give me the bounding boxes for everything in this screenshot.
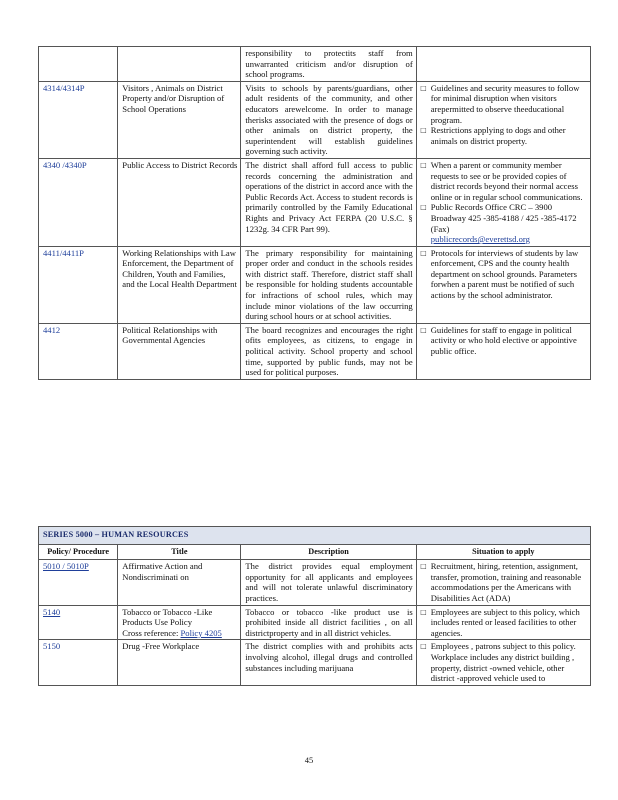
situation-cell [416,47,590,82]
description-cell [241,81,416,158]
situation-cell [416,605,590,640]
situation-cell [416,323,590,379]
policy-description: responsibility to protectits staff from unwarranted criticism and/or disruption of school programs. [245,48,413,80]
title-cell [118,640,241,685]
description-cell [241,560,416,605]
policy-cell [39,605,118,640]
situation-item [421,325,587,357]
table-row [39,246,591,323]
table-row [39,323,591,379]
series-header: SERIES 5000 – HUMAN RESOURCES [39,527,591,545]
situation-cell [416,640,590,685]
policy-description: Tobacco or tobacco -like product use is prohibited inside all district facilities , on all districtproperty and in all district vehicles. [245,606,413,638]
situation-text: Employees , patrons subject to this policy. Workplace includes any district building , property, district -owned vehicle, other district -approved vehicle used to [430,641,576,684]
policy-description: The primary responsibility for maintaining proper order and conduct in the schools resides with district staff. Therefore, district staff shall be responsible for holding students accountable for infractions of school rules, which may include minor violations of the law occurring during school hours or at school activities. [245,247,413,322]
policy-cell [39,158,118,246]
page-number: 45 [304,755,314,765]
table-row [39,640,591,685]
policy-title: Political Relationships with Governmental Agencies [122,324,218,346]
email-link[interactable]: publicrecords@everettsd.org [430,234,530,245]
description-cell [241,605,416,640]
policy-link[interactable]: 4314/4314P [43,82,85,93]
policy-description: The district provides equal employment opportunity for all applicants and employees and will not tolerate unlawful discriminatory practices. [245,561,413,603]
column-header-title: Title [118,544,241,560]
situation-cell [416,560,590,605]
description-cell [241,47,416,82]
situation-text: Public Records Office CRC – 3900 Broadway 425 -385-4188 / 425 -385-4172 (Fax) [430,202,577,234]
title-cell [118,246,241,323]
title-cell [118,560,241,605]
situation-text: Guidelines and security measures to follow for minimal disruption when visitors arepermitted to observe theeducational program. [430,82,580,125]
situation-text: Protocols for interviews of students by law enforcement, CPS and the county health department on school grounds. Parameters forwhen a parent must be notified of such actions by the school administrator. [430,247,579,301]
policy-link[interactable]: 4411/4411P [43,247,84,258]
policy-title: Working Relationships with Law Enforcement, the Department of Children, Youth and Families, and the Local Health Department [122,247,237,290]
situation-item [421,248,587,301]
policy-cell [39,81,118,158]
policy-description: The board recognizes and encourages the right ofits employees, as citizens, to engage in political activity. School property and school time, supported by public funds, may not be used for political purposes. [245,324,413,378]
column-header-description: Description [241,544,416,560]
policy-title: Visitors , Animals on District Property and/or Disruption of School Operations [122,82,225,114]
table-row [39,47,591,82]
situation-item [421,125,587,146]
title-cell [118,47,241,82]
title-cell [118,158,241,246]
situation-text: Employees are subject to this policy, which includes rented or leased facilities to other agencies. [430,606,580,638]
situation-item [421,160,587,202]
policy-link[interactable]: 4340 /4340P [43,159,87,170]
bullet-box-icon: □ [420,202,426,213]
policy-description: The district complies with and prohibits acts involving alcohol, illegal drugs and controlled substances including marijuana [245,641,413,673]
description-cell [241,246,416,323]
policy-title: Public Access to District Records [122,159,238,170]
situation-text: When a parent or community member requests to see or be provided copies of district records beyond their normal access online or in regular school communications. [430,159,583,202]
policy-title: Affirmative Action and Nondiscriminati on [122,561,203,582]
policy-link[interactable]: 5140 [43,606,61,617]
title-cell [118,81,241,158]
situation-cell [416,81,590,158]
bullet-box-icon: □ [420,641,426,652]
situation-text: Guidelines for staff to engage in political activity or who hold elective or appointive public office. [430,324,577,357]
table-row [39,560,591,605]
bullet-box-icon: □ [420,324,426,335]
situation-text: Recruitment, hiring, retention, assignment, transfer, promotion, training and reasonable accommodations per the Americans with Disabilities Act (ADA) [430,561,582,603]
table-row [39,158,591,246]
title-cell [118,605,241,640]
situation-item [421,641,587,683]
description-cell [241,640,416,685]
description-cell [241,158,416,246]
column-header-situation: Situation to apply [416,544,590,560]
policy-cell [39,323,118,379]
policy-description: Visits to schools by parents/guardians, other adult residents of the community, and other educators arewelcome. In order to manage therisks associated with the presence of dogs or other animals on district property, the superintendent will establish guidelines governing such activity. [245,82,413,157]
policy-title: Drug -Free Workplace [122,641,200,652]
bullet-box-icon: □ [420,125,426,136]
bullet-box-icon: □ [420,606,426,617]
cross-reference [122,628,237,639]
cross-reference-link[interactable]: Policy 4205 [180,627,222,638]
policy-cell [39,560,118,605]
bullet-box-icon: □ [420,247,426,258]
situation-item [421,202,587,234]
bullet-box-icon: □ [420,561,426,572]
column-header-policy: Policy/ Procedure [39,544,118,560]
policy-cell [39,640,118,685]
situation-item [421,83,587,125]
policy-table-4000 [38,46,591,380]
situation-text: Restrictions applying to dogs and other animals on district property. [430,125,566,146]
policy-link[interactable]: 5150 [43,641,61,652]
situation-cell [416,158,590,246]
table-row [39,605,591,640]
table-row [39,81,591,158]
policy-link[interactable]: 5010 / 5010P [43,561,89,572]
policy-title: Tobacco or Tobacco -Like Products Use Policy [122,606,213,628]
policy-cell [39,246,118,323]
bullet-box-icon: □ [420,82,426,93]
description-cell [241,323,416,379]
title-cell [118,323,241,379]
situation-item [421,607,587,639]
bullet-box-icon: □ [420,159,426,170]
cross-reference-label: Cross reference: [122,627,179,638]
policy-link[interactable]: 4412 [43,324,61,335]
policy-description: The district shall afford full access to public records concerning the administration and operations of the district in accord ance with the Public Records Act. Access to student records is primarily controlled by the Family Educational Rights and Privacy Act FERPA (20 U.S.C. § 1232g. 34 CFR Part 99). [245,159,413,234]
situation-item [421,561,587,603]
situation-cell [416,246,590,323]
policy-table-5000 [38,526,591,686]
policy-cell [39,47,118,82]
